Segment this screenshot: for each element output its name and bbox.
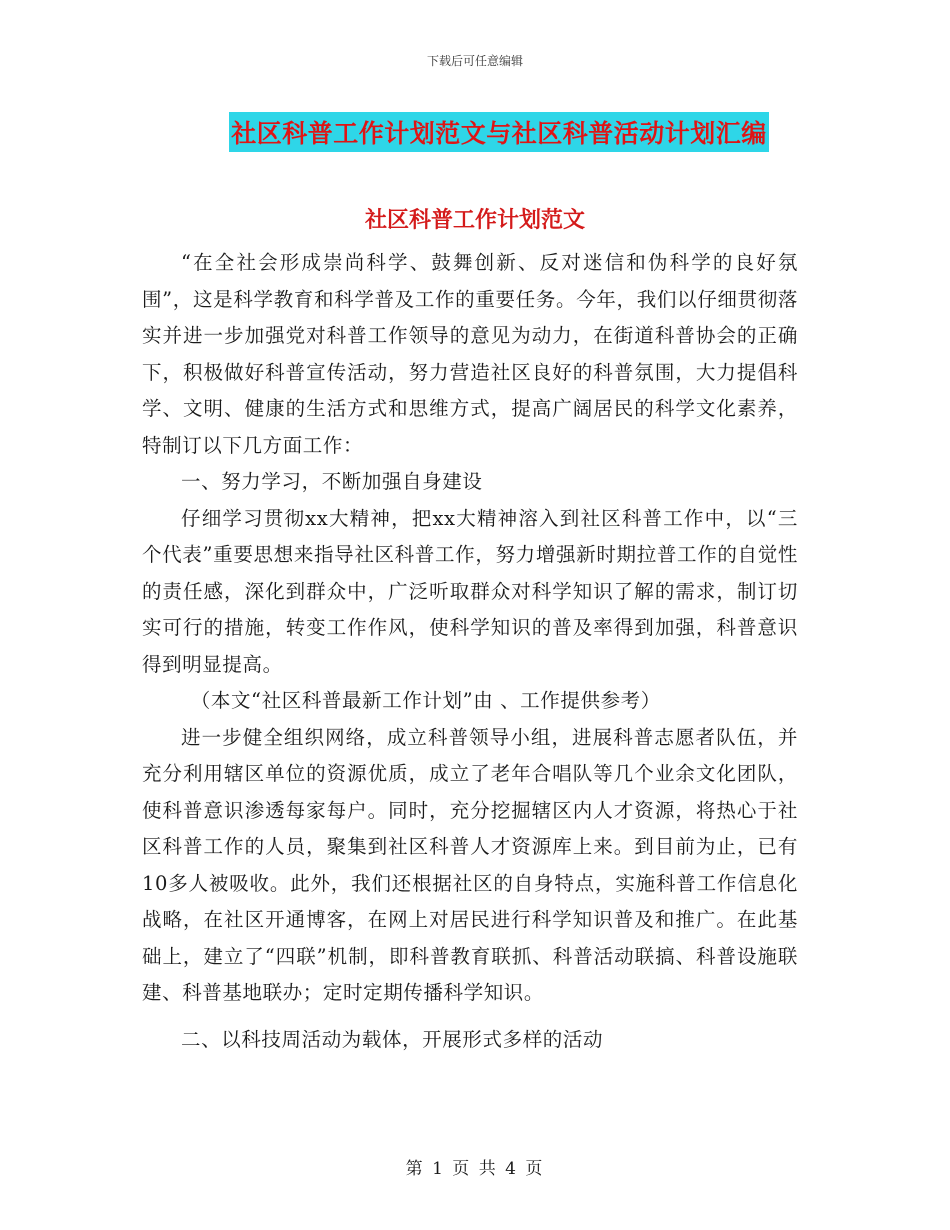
paragraph-organization: 进一步健全组织网络，成立科普领导小组，进展科普志愿者队伍，并充分利用辖区单位的资源优质，成立了老年合唱队等几个业余文化团队，使科普意识渗透每家每户。同时，充分挖掘辖区内人才资源，将热心于社区科普工作的人员，聚集到社区科普人才资源库上来。到目前为止，已有10多人被吸收。此外，我们还根据社区的自身特点，实施科普工作信息化战略，在社区开通博客，在网上对居民进行科学知识普及和推广。在此基础上，建立了“四联”机制，即科普教育联抓、科普活动联搞、科普设施联建、科普基地联办；定时定期传播科学知识。	[142, 725, 798, 1004]
paragraph-study: 仔细学习贯彻xx大精神，把xx大精神溶入到社区科普工作中，以“三个代表”重要思想来指导社区科普工作，努力增强新时期拉普工作的自觉性的责任感，深化到群众中，广泛听取群众对科学知识了解的需求，制订切实可行的措施，转变工作作风，使科学知识的普及率得到加强，科普意识得到明显提高。	[142, 506, 798, 676]
section-title: 社区科普工作计划范文	[364, 207, 585, 233]
page-footer: 第 1 页 共 4 页	[405, 1159, 545, 1179]
paragraph-source-note: （本文“社区科普最新工作计划”由 、工作提供参考）	[190, 689, 661, 712]
document-title-text: 社区科普工作计划范文与社区科普活动计划汇编	[229, 112, 769, 152]
paragraph-heading-1: 一、努力学习，不断加强自身建设	[181, 470, 483, 493]
body-text	[142, 245, 798, 1058]
document-title	[0, 112, 950, 152]
header-note: 下载后可任意编辑	[426, 54, 523, 68]
paragraph-heading-2: 二、以科技周活动为载体，开展形式多样的活动	[181, 1027, 604, 1051]
paragraph-intro: “在全社会形成崇尚科学、鼓舞创新、反对迷信和伪科学的良好氛围”，这是科学教育和科学普及工作的重要任务。今年，我们以仔细贯彻落实并进一步加强党对科普工作领导的意见为动力，在街道科普协会的正确下，积极做好科普宣传活动，努力营造社区良好的科普氛围，大力提倡科学、文明、健康的生活方式和思维方式，提高广阔居民的科学文化素养，特制订以下几方面工作：	[142, 251, 798, 457]
